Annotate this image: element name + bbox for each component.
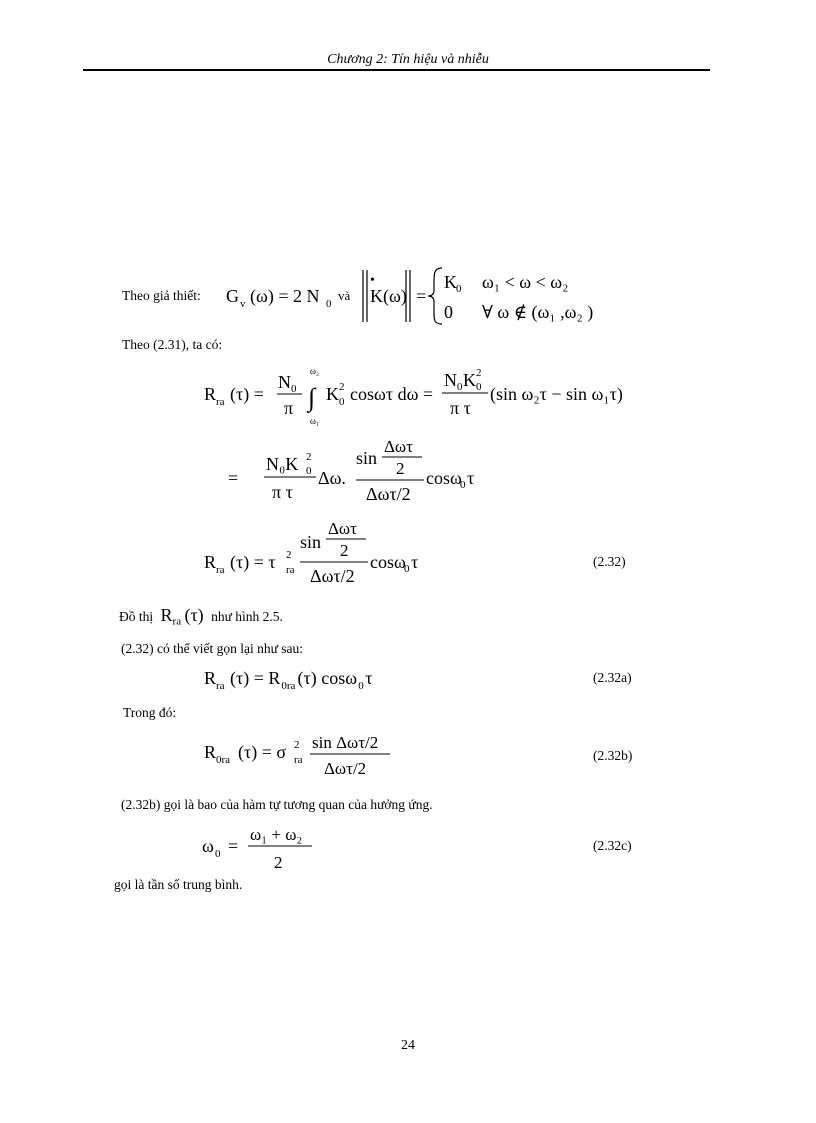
equation-232b xyxy=(200,728,410,780)
eq231b-tail: cosω xyxy=(426,468,462,488)
case1-sub: 0 xyxy=(456,283,462,295)
eq231b-tail-sub: 0 xyxy=(460,479,466,491)
case2-value: 0 xyxy=(444,302,453,322)
eq231-frac2-num: N xyxy=(444,370,457,390)
eq232-tail: cosω xyxy=(370,552,406,572)
case1-cond: ω₁ < ω < ω₂ xyxy=(482,272,569,292)
eq231b-inner-den: 2 xyxy=(396,459,405,478)
gv-symbol: G xyxy=(226,286,239,306)
eq232a-rhs-sub: 0ra xyxy=(281,680,296,692)
eq231-frac2-num-k: K xyxy=(463,370,476,390)
gv-n0-sub: 0 xyxy=(326,298,332,310)
para-envelope: (2.32b) gọi là bao của hàm tự tương quan của hưởng ứng. xyxy=(121,797,433,812)
intro-eq: = xyxy=(416,286,427,306)
eq232-outer-den: Δωτ/2 xyxy=(310,566,355,586)
eq231-frac1-num: N xyxy=(278,372,291,392)
eq232-lhs-sub: ra xyxy=(216,564,225,576)
eq232-lhs-arg: (τ) = τ xyxy=(230,552,276,572)
eq231-frac2-num-sup: 2 xyxy=(476,367,482,379)
eq232-lhs: R xyxy=(204,552,217,572)
eq232c-label: (2.32c) xyxy=(593,838,632,853)
eq231b-frac-den: π τ xyxy=(272,482,293,502)
graph-ref-r-sub: ra xyxy=(172,615,182,628)
eq231-frac2-num-sub: 0 xyxy=(457,381,463,393)
eq231-frac2-den: π τ xyxy=(450,398,471,418)
eq232c-lhs: ω xyxy=(202,836,214,856)
eq231-integrand-rest: cosωτ dω = xyxy=(350,384,434,404)
eq232a-rhs-end: τ xyxy=(365,668,373,688)
eq232a-rhs-sub2: 0 xyxy=(358,680,364,692)
eq231-lhs-sub: ra xyxy=(216,396,225,408)
case1-value: K xyxy=(444,272,457,292)
graph-ref-after: như hình 2.5. xyxy=(211,609,283,624)
eq231b-frac-num: N₀K xyxy=(266,454,299,474)
eq232a-lhs: R xyxy=(204,668,217,688)
equation-232c xyxy=(200,822,330,874)
graph-ref-r: R xyxy=(160,605,173,625)
eq232-label: (2.32) xyxy=(593,554,626,569)
eq231-lhs-arg: (τ) = xyxy=(230,384,264,404)
eq232a-label: (2.32a) xyxy=(593,670,632,685)
page-number: 24 xyxy=(401,1038,415,1053)
eq231-rhs: (sin ω₂τ − sin ω₁τ) xyxy=(490,384,623,404)
eq231-frac1-den: π xyxy=(284,398,294,418)
intro-lead: Theo giả thiết: xyxy=(122,288,201,303)
eq232b-lhs: R xyxy=(204,742,217,762)
eq231-integrand-sub: 0 xyxy=(339,396,345,408)
page-header: Chương 2: Tín hiệu và nhiễu xyxy=(327,52,489,67)
eq231b-eq: = xyxy=(228,468,239,488)
eq232-tail-end: τ xyxy=(411,552,419,572)
eq232b-num: sin Δωτ/2 xyxy=(312,733,379,752)
eq231-frac1-num-sub: 0 xyxy=(291,383,297,395)
equation-232a xyxy=(200,662,420,696)
eq232c-lhs-sub: 0 xyxy=(215,848,221,860)
k-dot: • xyxy=(370,273,375,288)
eq231b-frac-num-sup: 2 xyxy=(306,451,312,463)
eq232a-rhs-arg: (τ) cosω xyxy=(297,668,358,688)
eq232-tau-sup: 2 xyxy=(286,549,292,561)
equation-232 xyxy=(200,518,460,590)
eq232b-sig-sup: 2 xyxy=(294,739,300,751)
para-theo-231: Theo (2.31), ta có: xyxy=(122,337,223,352)
eq231-int-lower: ω₁ xyxy=(310,416,320,426)
eq232-sin: sin xyxy=(300,532,322,552)
eq232-tail-sub: 0 xyxy=(404,563,410,575)
eq232c-den: 2 xyxy=(274,853,283,872)
gv-rhs: (ω) = 2 N xyxy=(250,286,320,306)
eq231b-tail-end: τ xyxy=(467,468,475,488)
eq231b-frac-num-sub: 0 xyxy=(306,465,312,477)
graph-ref-arg: (τ) xyxy=(184,605,204,625)
gv-sub: v xyxy=(240,298,246,310)
eq232c-eq: = xyxy=(228,836,239,856)
para-graph-ref xyxy=(119,605,283,628)
and-word: và xyxy=(338,288,351,303)
eq231b-outer-den: Δωτ/2 xyxy=(366,484,411,504)
eq232c-num: ω₁ + ω₂ xyxy=(250,825,303,844)
eq232b-lhs-arg: (τ) = σ xyxy=(238,742,287,762)
para-trong-do: Trong đó: xyxy=(123,705,177,720)
case2-cond: ∀ ω ∉ (ω₁ ,ω₂ ) xyxy=(482,302,594,322)
eq232a-lhs-sub: ra xyxy=(216,680,225,692)
equation-231-cont xyxy=(226,436,526,508)
eq231b-mid: Δω. xyxy=(318,468,346,488)
eq232-tau-sub: ra xyxy=(286,564,295,576)
eq231-integrand: K xyxy=(326,384,339,404)
eq232b-sig-sub: ra xyxy=(294,754,303,766)
eq231-frac2-num-sub2: 0 xyxy=(476,381,482,393)
intro-equation xyxy=(220,262,620,328)
eq232a-lhs-arg: (τ) = R xyxy=(230,668,281,688)
eq231b-inner-num: Δωτ xyxy=(384,437,413,456)
k-expr: K(ω) xyxy=(370,286,407,306)
eq231-integrand-sup: 2 xyxy=(339,381,345,393)
eq231-lhs: R xyxy=(204,384,217,404)
eq231b-sin: sin xyxy=(356,448,378,468)
equation-231 xyxy=(200,362,660,432)
eq232b-label: (2.32b) xyxy=(593,748,633,763)
eq231-int-upper: ω₂ xyxy=(310,366,320,376)
para-rewrite: (2.32) có thể viết gọn lại như sau: xyxy=(121,641,304,656)
para-mean-frequency: gọi là tần số trung bình. xyxy=(114,877,243,892)
eq232-inner-num: Δωτ xyxy=(328,519,357,538)
header-rule xyxy=(83,69,710,71)
graph-ref-before: Đồ thị xyxy=(119,609,154,624)
eq232b-den: Δωτ/2 xyxy=(324,759,367,778)
integral-sign-icon: ∫ xyxy=(308,383,316,412)
eq232b-lhs-sub: 0ra xyxy=(216,754,231,766)
eq232-inner-den: 2 xyxy=(340,541,349,560)
